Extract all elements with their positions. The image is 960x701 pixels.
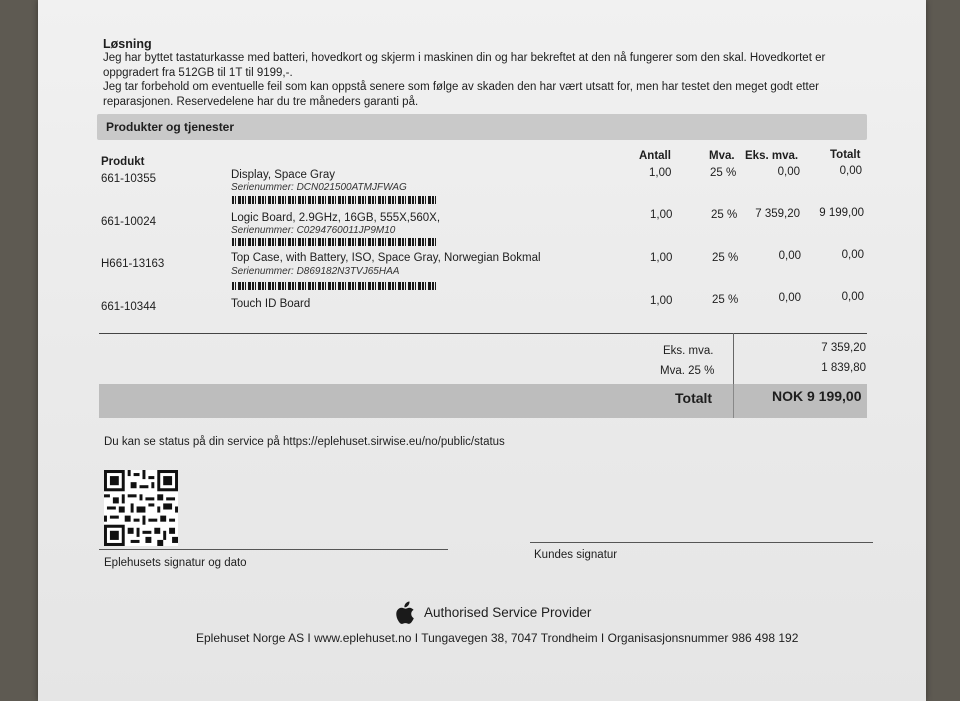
receipt-page [38,0,926,701]
row-3-code: H661-13163 [101,258,165,270]
row-2-antall: 1,00 [650,209,673,221]
row-1-desc: Display, Space Gray [231,169,335,181]
losning-text [103,51,863,109]
qr-code-icon [104,470,178,546]
row-2-mva: 25 % [711,209,738,221]
row-4-mva: 25 % [712,294,739,306]
total-bar [99,384,867,418]
row-2-desc: Logic Board, 2.9GHz, 16GB, 555X,560X, [231,212,441,224]
header-antall: Antall [639,150,671,162]
header-totalt: Totalt [830,149,861,161]
row-3-mva: 25 % [712,252,739,264]
row-3-totalt: 0,00 [841,249,864,261]
apple-logo-icon [396,601,416,625]
row-4-antall: 1,00 [650,295,673,307]
row-1-mva: 25 % [710,167,737,179]
barcode-icon [232,238,437,246]
row-1-totalt: 0,00 [839,165,862,177]
row-4-totalt: 0,00 [841,291,864,303]
row-2-serial: Serienummer: C0294760011JP9M10 [231,225,396,236]
row-1-antall: 1,00 [649,167,672,179]
losning-line-1: Jeg har byttet tastaturkasse med batteri, hovedkort og skjerm i maskinen din og har bekreftet at den nå fungerer som den skal. Hovedkortet er oppgradert fra 512GB til 1T til 9199,-. [103,52,826,79]
row-2-totalt: 9 199,00 [819,207,864,219]
row-4-eks: 0,00 [778,292,801,304]
section-header [97,114,867,140]
footer-company-info: Eplehuset Norge AS I www.eplehuset.no I Tungavegen 38, 7047 Trondheim I Organisasjonsnummer 986 498 192 [196,631,799,645]
shop-signature-label: Eplehusets signatur og dato [104,557,247,569]
customer-signature-line [530,542,873,543]
row-1-code: 661-10355 [101,173,156,185]
summary-eks-label: Eks. mva. [663,345,714,357]
section-title: Produkter og tjenester [106,120,235,134]
header-mva: Mva. [709,150,735,162]
total-divider [733,384,734,418]
row-3-eks: 0,00 [778,250,801,262]
shop-signature-line [99,549,448,550]
header-eks-mva: Eks. mva. [745,150,799,162]
row-1-serial: Serienummer: DCN021500ATMJFWAG [231,182,407,193]
barcode-icon [232,282,437,290]
customer-signature-label: Kundes signatur [534,549,618,561]
summary-mva-value: 1 839,80 [821,362,866,374]
status-text: Du kan se status på din service på https://eplehuset.sirwise.eu/no/public/status [104,436,505,448]
summary-eks-value: 7 359,20 [821,342,866,354]
losning-title: Løsning [103,37,152,51]
barcode-icon [232,196,437,204]
asp-label: Authorised Service Provider [424,605,592,620]
total-value: NOK 9 199,00 [772,388,862,404]
header-produkt: Produkt [101,156,145,168]
table-divider [99,333,867,334]
row-1-eks: 0,00 [777,166,800,178]
row-4-code: 661-10344 [101,301,156,313]
losning-line-2: Jeg tar forbehold om eventuelle feil som kan oppstå senere som følge av skaden den har vært utsatt for, men har testet den meget godt etter reparasjonen. Reservedelene har du tre måneders garanti på. [103,81,819,108]
total-label: Totalt [675,390,713,406]
row-3-desc: Top Case, with Battery, ISO, Space Gray, Norwegian Bokmal [231,252,541,264]
row-3-antall: 1,00 [650,252,673,264]
row-3-serial: Serienummer: D869182N3TVJ65HAA [231,266,400,277]
row-2-eks: 7 359,20 [755,208,800,220]
summary-mva-label: Mva. 25 % [660,365,715,377]
row-2-code: 661-10024 [101,216,156,228]
row-4-desc: Touch ID Board [231,298,311,310]
